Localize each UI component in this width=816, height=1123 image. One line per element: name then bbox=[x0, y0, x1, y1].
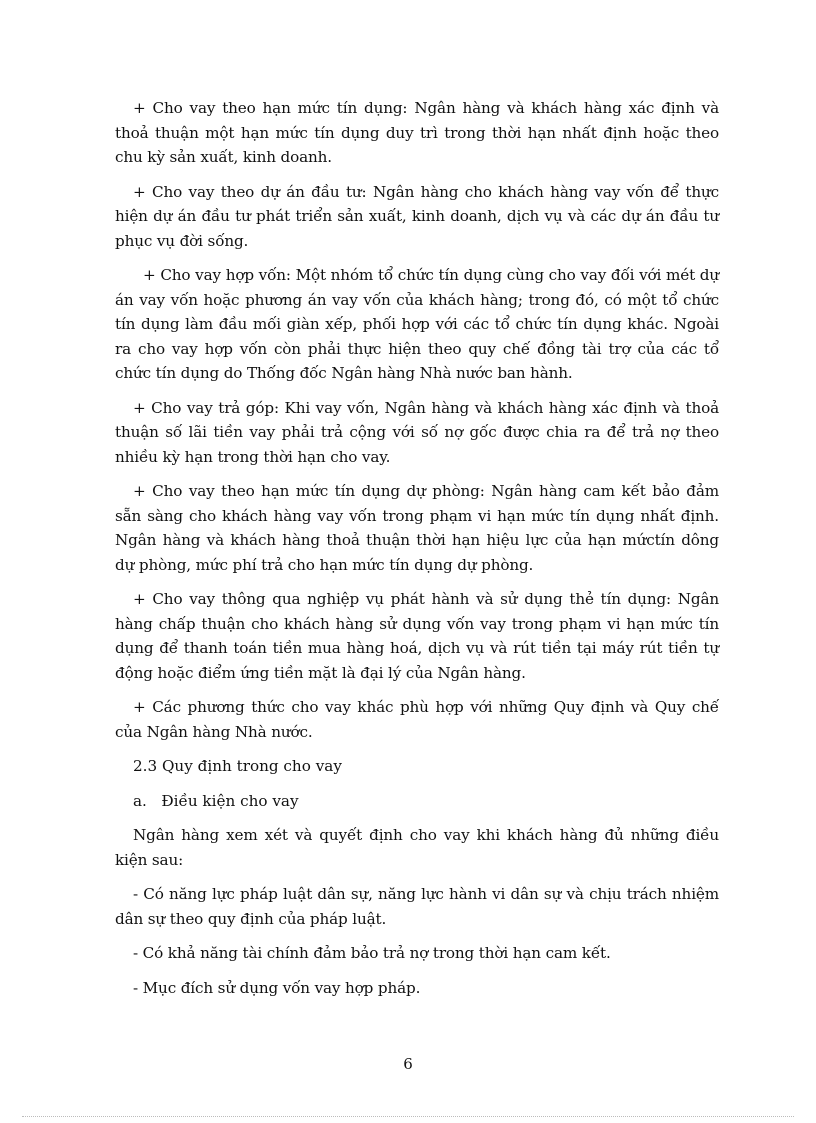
section-heading: 2.3 Quy định trong cho vay bbox=[133, 757, 342, 775]
paragraph-standby-credit-loan: + Cho vay theo hạn mức tín dụng dự phòng: Ngân hàng cam kết bảo đảm sẵn sàng cho khách hàng vay vốn trong phạm vi hạn mức tín dụng nhất định. Ngân hàng và khách hàng thoả thuận thời hạn hiệu lực của hạn mứctín dông dự phòng, mức phí trả cho hạn mức tín dụng dự phòng. bbox=[115, 482, 719, 574]
paragraph-conditions-intro: Ngân hàng xem xét và quyết định cho vay khi khách hàng đủ những điều kiện sau: bbox=[115, 826, 719, 869]
paragraph-other-loan-methods: + Các phương thức cho vay khác phù hợp với những Quy định và Quy chế của Ngân hàng Nhà nước. bbox=[115, 698, 719, 741]
paragraph-credit-card-loan: + Cho vay thông qua nghiệp vụ phát hành và sử dụng thẻ tín dụng: Ngân hàng chấp thuận cho khách hàng sử dụng vốn vay trong phạm vi hạn mức tín dụng để thanh toán tiền mua hàng hoá, dịch vụ và rút tiền tại máy rút tiền tự động hoặc điểm ứng tiền mặt là đại lý của Ngân hàng. bbox=[115, 590, 719, 682]
document-body bbox=[115, 96, 719, 1010]
page-bottom-border bbox=[22, 1116, 794, 1117]
subheading-loan-conditions: a. Điều kiện cho vay bbox=[133, 791, 299, 810]
condition-item-legal-capacity: - Có năng lực pháp luật dân sự, năng lực hành vi dân sự và chịu trách nhiệm dân sự theo quy định của pháp luật. bbox=[115, 885, 719, 928]
paragraph-project-investment-loan: + Cho vay theo dự án đầu tư: Ngân hàng cho khách hàng vay vốn để thực hiện dự án đầu tư phát triển sản xuất, kinh doanh, dịch vụ và các dự án đầu tư phục vụ đời sống. bbox=[115, 182, 719, 250]
page-number: 6 bbox=[403, 1055, 413, 1073]
paragraph-installment-loan: + Cho vay trả góp: Khi vay vốn, Ngân hàng và khách hàng xác định và thoả thuận số lãi tiền vay phải trả cộng với số nợ gốc được chia ra để trả nợ theo nhiều kỳ hạn trong thời hạn cho vay. bbox=[115, 398, 719, 466]
paragraph-credit-limit-loan: + Cho vay theo hạn mức tín dụng: Ngân hàng và khách hàng xác định và thoả thuận một hạn mức tín dụng duy trì trong thời hạn nhất định hoặc theo chu kỳ sản xuất, kinh doanh. bbox=[115, 99, 719, 166]
condition-item-legal-purpose: - Mục đích sử dụng vốn vay hợp pháp. bbox=[133, 978, 421, 997]
condition-item-financial-capacity: - Có khả năng tài chính đảm bảo trả nợ trong thời hạn cam kết. bbox=[133, 944, 611, 962]
paragraph-syndicated-loan: + Cho vay hợp vốn: Một nhóm tổ chức tín dụng cùng cho vay đối với mét dự án vay vốn hoặc phương án vay vốn của khách hàng; trong đó, có một tổ chức tín dụng làm đầu mối giàn xếp, phối hợp với các tổ chức tín dụng khác. Ngoài ra cho vay hợp vốn còn phải thực hiện theo quy chế đồng tài trợ của các tổ chức tín dụng do Thống đốc Ngân hàng Nhà nước ban hành. bbox=[115, 266, 719, 382]
